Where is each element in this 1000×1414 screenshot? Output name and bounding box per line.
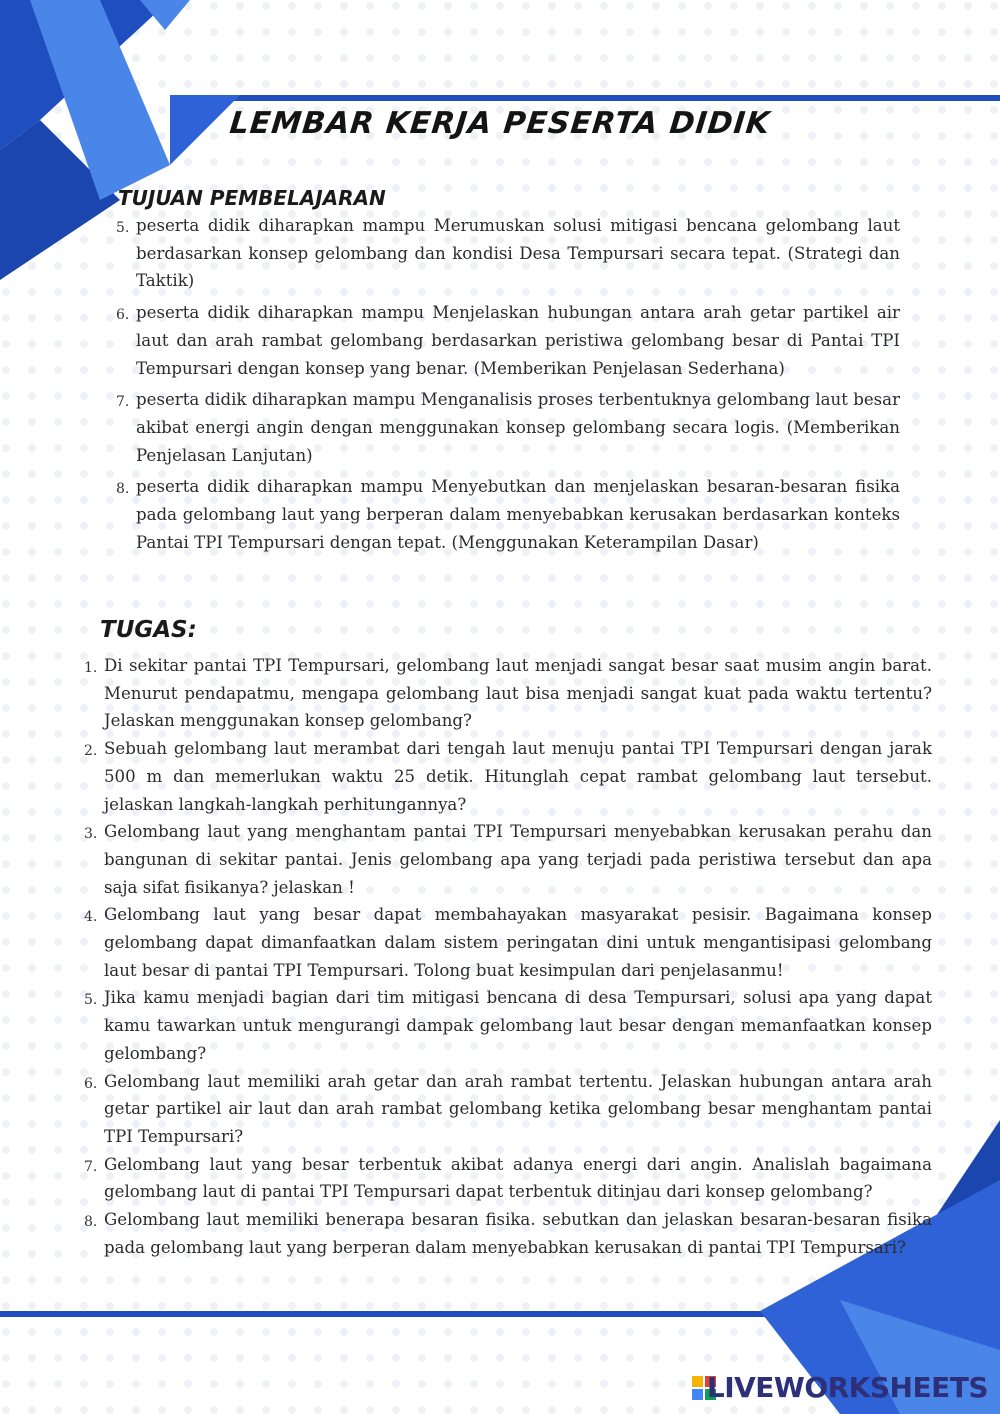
tugas-item-text: Gelombang laut yang menghantam pantai TPI Tempursari menyebabkan kerusakan perahu dan bangunan di sekitar pantai. Jenis gelombang apa yang terjadi pada peristiwa tersebut dan apa saja sifat fisikanya? jelaskan ! (104, 822, 932, 897)
tugas-item (84, 1206, 932, 1261)
tugas-item (84, 901, 932, 984)
tujuan-item-text: peserta didik diharapkan mampu Merumuskan solusi mitigasi bencana gelombang laut berdasarkan konsep gelombang dan kondisi Desa Tempursari secara tepat. (Strategi dan Taktik) (136, 216, 900, 291)
tujuan-item (116, 473, 900, 556)
tugas-item-text: Jika kamu menjadi bagian dari tim mitigasi bencana di desa Tempursari, solusi apa yang dapat kamu tawarkan untuk mengurangi dampak gelombang laut besar dengan memanfaatkan konsep gelombang? (104, 988, 932, 1063)
top-band-line (170, 95, 1000, 101)
tugas-item (84, 735, 932, 818)
tugas-item-text: Di sekitar pantai TPI Tempursari, gelombang laut menjadi sangat besar saat musim angin barat. Menurut pendapatmu, mengapa gelombang laut bisa menjadi sangat kuat pada waktu tertentu? Jelaskan menggunakan konsep gelombang? (104, 656, 932, 731)
tugas-item-text: Gelombang laut memiliki arah getar dan arah rambat tertentu. Jelaskan hubungan antara arah getar partikel air laut dan arah rambat gelombang ketika gelombang besar menghantam pantai TPI Tempursari? (104, 1071, 932, 1146)
worksheet-title: LEMBAR KERJA PESERTA DIDIK (228, 106, 772, 141)
tujuan-item-text: peserta didik diharapkan mampu Menjelaskan hubungan antara arah getar partikel air laut dan arah rambat gelombang berdasarkan peristiwa gelombang besar di Pantai TPI Tempursari dengan konsep yang benar. (Memberikan Penjelasan Sederhana) (136, 303, 900, 378)
tugas-item-number: 7. (84, 1158, 98, 1175)
tujuan-item-text: peserta didik diharapkan mampu Menganalisis proses terbentuknya gelombang laut besar akibat energi angin dengan menggunakan konsep gelombang secara logis. (Memberikan Penjelasan Lanjutan) (136, 390, 900, 465)
tugas-item-text: Gelombang laut memiliki benerapa besaran fisika. sebutkan dan jelaskan besaran-besaran fisika pada gelombang laut yang berperan dalam menyebabkan kerusakan di pantai TPI Tempursari? (104, 1210, 932, 1257)
tugas-item (84, 1068, 932, 1151)
tugas-item (84, 652, 932, 735)
tugas-item-number: 3. (84, 826, 98, 843)
tugas-item (84, 984, 932, 1067)
tugas-item-text: Sebuah gelombang laut merambat dari tengah laut menuju pantai TPI Tempursari dengan jarak 500 m dan memerlukan waktu 25 detik. Hitunglah cepat rambat gelombang laut tersebut. jelaskan langkah-langkah perhitungannya? (104, 739, 932, 814)
tujuan-item-number: 7. (116, 394, 130, 411)
tugas-item-number: 1. (84, 660, 98, 676)
tujuan-item-number: 8. (116, 481, 130, 498)
tugas-item-number: 5. (84, 992, 98, 1009)
tujuan-item-text: peserta didik diharapkan mampu Menyebutkan dan menjelaskan besaran-besaran fisika pada gelombang laut yang berperan dalam menyebabkan kerusakan berdasarkan konteks Pantai TPI Tempursari dengan tepat. (Menggunakan Keterampilan Dasar) (136, 477, 900, 552)
tujuan-item (116, 212, 900, 295)
tugas-item-number: 4. (84, 909, 98, 926)
tugas-item (84, 818, 932, 901)
tujuan-list (116, 212, 900, 560)
tujuan-item (116, 386, 900, 469)
tugas-item-text: Gelombang laut yang besar dapat membahayakan masyarakat pesisir. Bagaimana konsep gelombang dapat dimanfaatkan dalam sistem peringatan dini untuk mengantisipasi gelombang laut besar di pantai TPI Tempursari. Tolong buat kesimpulan dari penjelasanmu! (104, 905, 932, 980)
tugas-item-number: 8. (84, 1214, 98, 1231)
tugas-item (84, 1151, 932, 1206)
tugas-heading: TUGAS: (100, 617, 197, 643)
tugas-item-number: 2. (84, 743, 98, 760)
tugas-item-number: 6. (84, 1075, 98, 1092)
tugas-item-text: Gelombang laut yang besar terbentuk akibat adanya energi dari angin. Analislah bagaimana gelombang laut di pantai TPI Tempursari dapat terbentuk ditinjau dari konsep gelombang? (104, 1154, 932, 1202)
tujuan-heading: TUJUAN PEMBELAJARAN (118, 186, 386, 210)
tugas-list (84, 652, 932, 1261)
tujuan-item-number: 6. (116, 307, 130, 324)
tujuan-item (116, 299, 900, 382)
tujuan-item-number: 5. (116, 220, 130, 236)
liveworksheets-brand[interactable]: LIVEWORKSHEETS (706, 1371, 988, 1404)
